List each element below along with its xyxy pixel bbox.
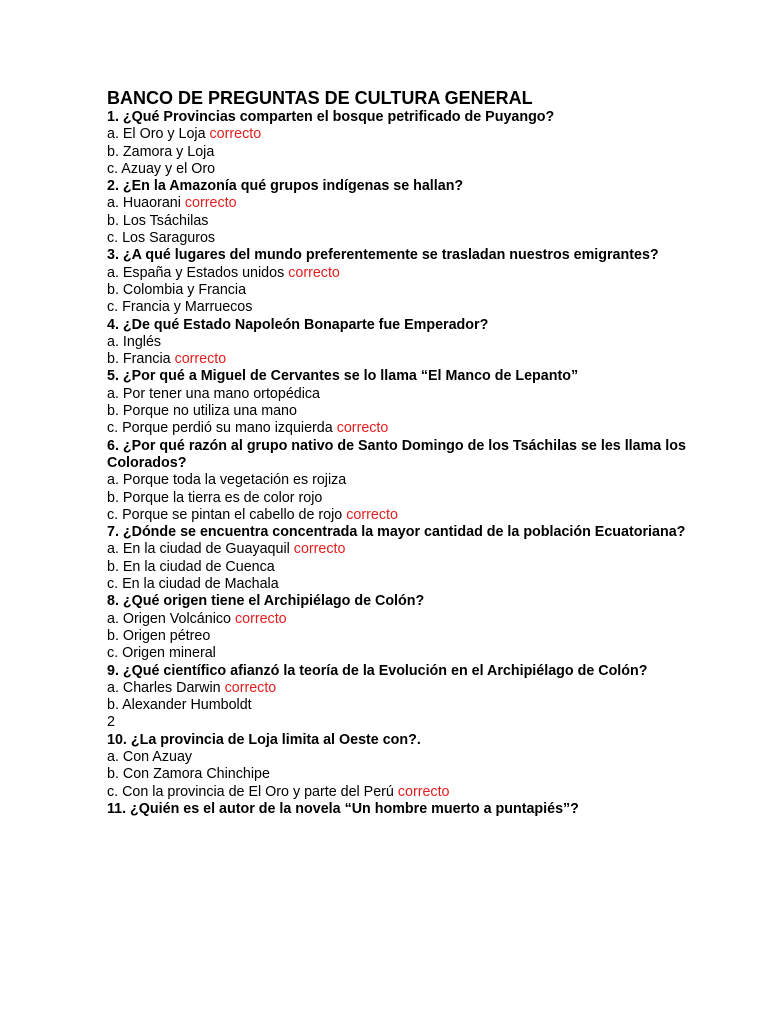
answer-option-text: a. Porque toda la vegetación es rojiza	[107, 472, 347, 489]
answer-option	[107, 766, 727, 783]
answer-option-text: a. España y Estados unidos	[107, 264, 285, 281]
answer-option-text: c. Origen mineral	[107, 645, 216, 662]
answer-option	[107, 126, 727, 143]
page-number: 2	[107, 714, 115, 731]
question-text: 6. ¿Por qué razón al grupo nativo de Santo Domingo de los Tsáchilas se les llama los Colorados?	[107, 437, 686, 471]
question-block	[107, 178, 727, 247]
correct-marker: correcto	[224, 679, 277, 696]
answer-option	[107, 784, 727, 801]
answer-option	[107, 161, 727, 178]
answer-option-text: c. Porque perdió su mano izquierda	[107, 420, 333, 437]
answer-option-text: a. Origen Volcánico	[107, 610, 231, 627]
answer-option-text: b. Origen pétreo	[107, 627, 211, 644]
answer-option-text: b. Colombia y Francia	[107, 281, 247, 298]
answer-option-text: a. Inglés	[107, 333, 162, 350]
question-text: 4. ¿De qué Estado Napoleón Bonaparte fue Emperador?	[107, 316, 489, 333]
answer-option-text: a. El Oro y Loja	[107, 126, 206, 143]
answer-option-text: b. Porque no utiliza una mano	[107, 403, 297, 420]
answer-option	[107, 697, 727, 714]
question-block	[107, 109, 727, 178]
answer-option	[107, 680, 727, 697]
answer-option	[107, 611, 727, 628]
answer-option-text: c. Porque se pintan el cabello de rojo	[107, 506, 343, 523]
question-block	[107, 317, 727, 369]
correct-marker: correcto	[174, 351, 227, 368]
question-text: 7. ¿Dónde se encuentra concentrada la mayor cantidad de la población Ecuatoriana?	[107, 524, 686, 541]
question-block	[107, 801, 727, 818]
answer-option	[107, 195, 727, 212]
question-text: 9. ¿Qué científico afianzó la teoría de la Evolución en el Archipiélago de Colón?	[107, 662, 648, 679]
answer-option-text: a. Por tener una mano ortopédica	[107, 385, 321, 402]
question-text: 11. ¿Quién es el autor de la novela “Un hombre muerto a puntapiés”?	[107, 800, 579, 817]
answer-option	[107, 507, 727, 524]
answer-option-text: b. En la ciudad de Cuenca	[107, 558, 275, 575]
answer-option-text: c. Con la provincia de El Oro y parte del Perú	[107, 783, 394, 800]
question-text: 3. ¿A qué lugares del mundo preferentemente se trasladan nuestros emigrantes?	[107, 247, 659, 264]
answer-option-text: a. En la ciudad de Guayaquil	[107, 541, 290, 558]
correct-marker: correcto	[336, 420, 389, 437]
correct-marker: correcto	[184, 195, 237, 212]
answer-option-text: b. Zamora y Loja	[107, 143, 215, 160]
answer-option	[107, 299, 727, 316]
answer-option	[107, 230, 727, 247]
answer-option-text: c. Los Saraguros	[107, 230, 216, 247]
answer-option-text: c. Azuay y el Oro	[107, 160, 216, 177]
answer-option	[107, 645, 727, 662]
correct-marker: correcto	[209, 126, 262, 143]
answer-option	[107, 420, 727, 437]
answer-option-text: c. En la ciudad de Machala	[107, 576, 279, 593]
question-text: 10. ¿La provincia de Loja limita al Oeste con?.	[107, 731, 421, 748]
question-block	[107, 438, 727, 524]
answer-option	[107, 559, 727, 576]
question-text: 5. ¿Por qué a Miguel de Cervantes se lo llama “El Manco de Lepanto”	[107, 368, 579, 385]
answer-option-text: c. Francia y Marruecos	[107, 299, 253, 316]
answer-option	[107, 265, 727, 282]
answer-option	[107, 541, 727, 558]
question-block	[107, 663, 727, 732]
question-block	[107, 732, 727, 801]
answer-option	[107, 386, 727, 403]
correct-marker: correcto	[397, 783, 450, 800]
question-block	[107, 524, 727, 593]
question-block	[107, 368, 727, 437]
correct-marker: correcto	[234, 610, 287, 627]
answer-option	[107, 213, 727, 230]
answer-option	[107, 576, 727, 593]
answer-option	[107, 351, 727, 368]
answer-option-text: b. Porque la tierra es de color rojo	[107, 489, 323, 506]
answer-option	[107, 282, 727, 299]
answer-option-text: b. Los Tsáchilas	[107, 212, 209, 229]
question-text: 8. ¿Qué origen tiene el Archipiélago de Colón?	[107, 593, 425, 610]
answer-option	[107, 334, 727, 351]
answer-option	[107, 749, 727, 766]
answer-option-text: a. Charles Darwin	[107, 679, 221, 696]
question-text: 1. ¿Qué Provincias comparten el bosque petrificado de Puyango?	[107, 109, 555, 125]
answer-option	[107, 490, 727, 507]
question-block	[107, 247, 727, 316]
correct-marker: correcto	[288, 264, 340, 281]
question-text: 2. ¿En la Amazonía qué grupos indígenas se hallan?	[107, 178, 464, 195]
answer-option	[107, 403, 727, 420]
correct-marker: correcto	[293, 541, 346, 558]
answer-option	[107, 628, 727, 645]
question-list	[107, 109, 727, 818]
answer-option-text: a. Huaorani	[107, 195, 181, 212]
answer-option-text: a. Con Azuay	[107, 748, 193, 765]
document-title: BANCO DE PREGUNTAS DE CULTURA GENERAL	[107, 88, 533, 108]
answer-option-text: b. Con Zamora Chinchipe	[107, 766, 270, 783]
correct-marker: correcto	[346, 506, 398, 523]
answer-option-text: b. Alexander Humboldt	[107, 697, 252, 714]
question-block	[107, 593, 727, 662]
answer-option	[107, 472, 727, 489]
answer-option	[107, 144, 727, 161]
answer-option-text: b. Francia	[107, 351, 171, 368]
question-bank	[107, 88, 727, 818]
